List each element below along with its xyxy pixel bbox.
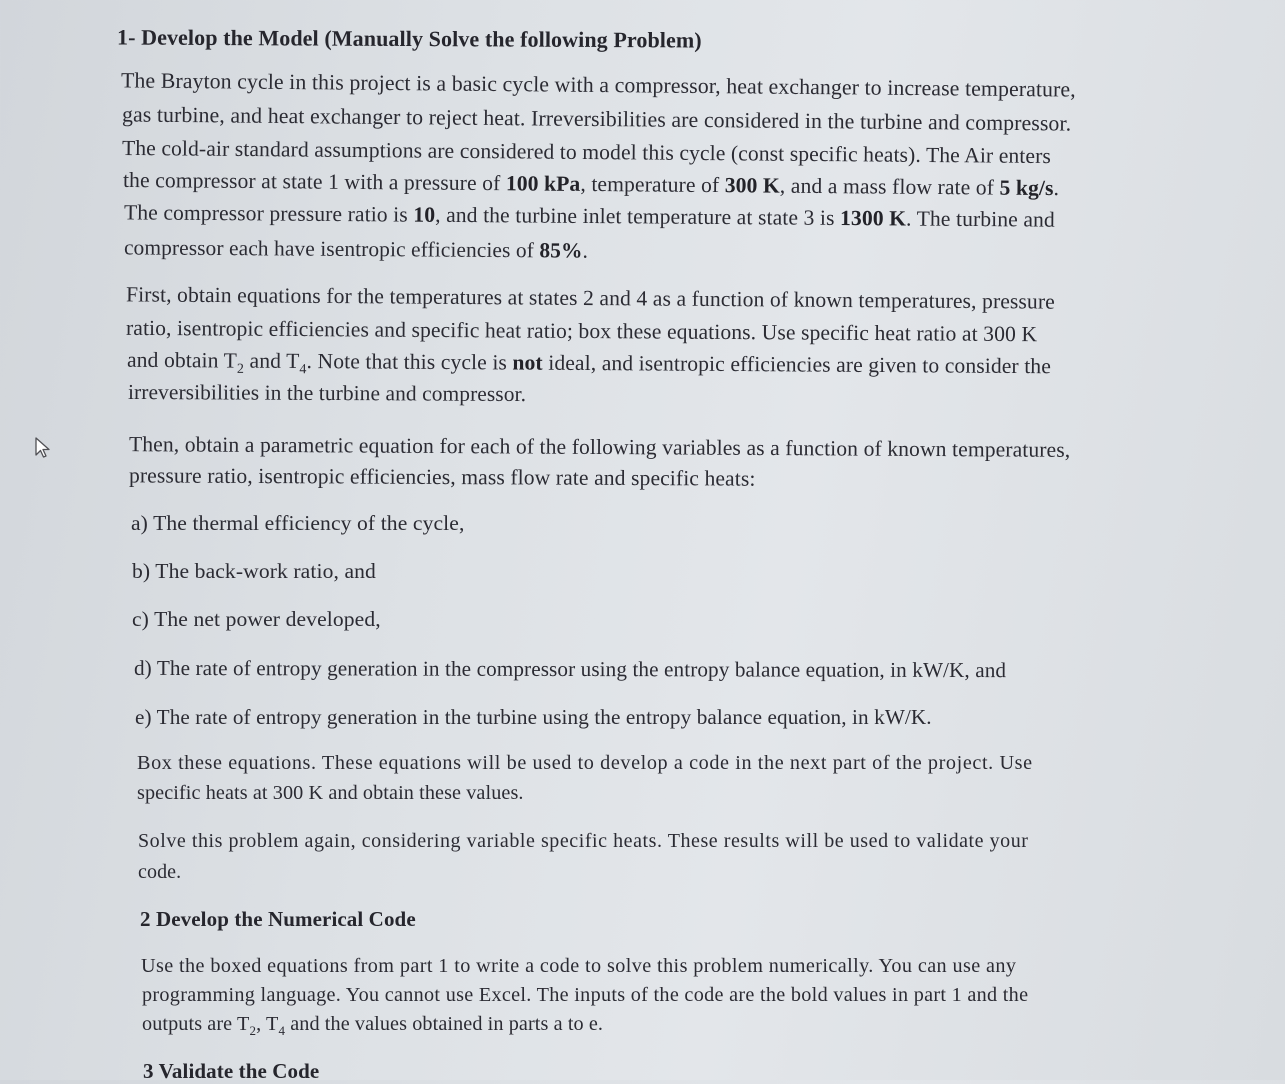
subscript: 2: [236, 361, 245, 377]
paragraph-line: Then, obtain a parametric equation for each of the following variables as a function of known temperatures,: [128, 432, 1071, 462]
paragraph-line: code.: [138, 861, 182, 883]
section-1-heading: 1- Develop the Model (Manually Solve the following Problem): [116, 24, 702, 53]
paragraph-line: [123, 168, 1059, 201]
paragraph-line: The cold-air standard assumptions are considered to model this cycle (const specific heats). The Air enters: [121, 135, 1052, 169]
list-item: d) The rate of entropy generation in the compressor using the entropy balance equation, in kW/K, and: [133, 655, 1007, 683]
paragraph-line: [142, 1013, 603, 1039]
pressure-ratio-value: 10: [413, 202, 436, 227]
text: and T: [244, 348, 300, 373]
text: outputs are T: [142, 1013, 250, 1035]
paragraph-line: specific heats at 300 K and obtain these values.: [137, 782, 524, 804]
text: compressor each have isentropic efficiencies of: [123, 235, 540, 263]
paragraph-line: Solve this problem again, considering variable specific heats. These results will be used to validate your: [138, 830, 1029, 852]
paragraph-line: Use the boxed equations from part 1 to write a code to solve this problem numerically. You can use any: [141, 955, 1017, 977]
list-item: a) The thermal efficiency of the cycle,: [131, 511, 465, 535]
paragraph-line: gas turbine, and heat exchanger to reject heat. Irreversibilities are considered in the turbine and compressor.: [121, 102, 1072, 136]
text: and the values obtained in parts a to e.: [285, 1013, 604, 1035]
subscript: 4: [278, 1023, 286, 1039]
text: ideal, and isentropic efficiencies are given to consider the: [542, 350, 1052, 379]
text: . The turbine and: [905, 206, 1055, 232]
text: the compressor at state 1 with a pressure of: [122, 167, 507, 196]
subscript: 2: [249, 1023, 257, 1039]
text: , and a mass flow rate of: [779, 173, 1000, 200]
paragraph-line: [124, 200, 1055, 232]
paragraph-line: pressure ratio, isentropic efficiencies, mass flow rate and specific heats:: [128, 463, 756, 491]
paragraph-line: [124, 235, 588, 263]
turbine-inlet-temperature-value: 1300 K: [839, 205, 907, 231]
text: , temperature of: [580, 171, 725, 198]
mouse-pointer-icon: [34, 436, 54, 460]
paragraph-line: The Brayton cycle in this project is a basic cycle with a compressor, heat exchanger to increase temperature,: [120, 68, 1076, 102]
list-item: c) The net power developed,: [132, 607, 381, 631]
text: .: [1053, 176, 1060, 201]
section-3-heading: 3 Validate the Code: [143, 1059, 320, 1083]
text: , T: [256, 1013, 279, 1035]
mass-flow-value: 5 kg/s: [999, 175, 1054, 201]
emphasis-not: not: [512, 350, 543, 375]
section-2-heading: 2 Develop the Numerical Code: [140, 907, 416, 931]
text: . Note that this cycle is: [306, 349, 513, 375]
list-item: b) The back-work ratio, and: [132, 559, 376, 583]
paragraph-line: programming language. You cannot use Excel. The inputs of the code are the bold values in part 1 and the: [142, 984, 1029, 1006]
efficiency-value: 85%: [539, 238, 583, 263]
temperature-value: 300 K: [724, 173, 780, 198]
pressure-value: 100 kPa: [505, 171, 581, 196]
paragraph-line: Box these equations. These equations will be used to develop a code in the next part of the project. Use: [137, 752, 1033, 774]
text: and obtain T: [126, 347, 238, 373]
paragraph-line: [127, 348, 1051, 384]
paragraph-line: First, obtain equations for the temperatures at states 2 and 4 as a function of known temperatures, pressure: [125, 282, 1055, 314]
text: The compressor pressure ratio is: [123, 200, 414, 227]
subscript: 4: [299, 362, 307, 378]
paragraph-line: ratio, isentropic efficiencies and specific heat ratio; box these equations. Use specific heat ratio at 300 K: [125, 315, 1038, 347]
text: , and the turbine inlet temperature at state 3 is: [435, 202, 841, 230]
text: .: [582, 238, 589, 263]
paragraph-line: irreversibilities in the turbine and compressor.: [127, 379, 527, 407]
list-item: e) The rate of entropy generation in the turbine using the entropy balance equation, in kW/K.: [135, 705, 932, 729]
